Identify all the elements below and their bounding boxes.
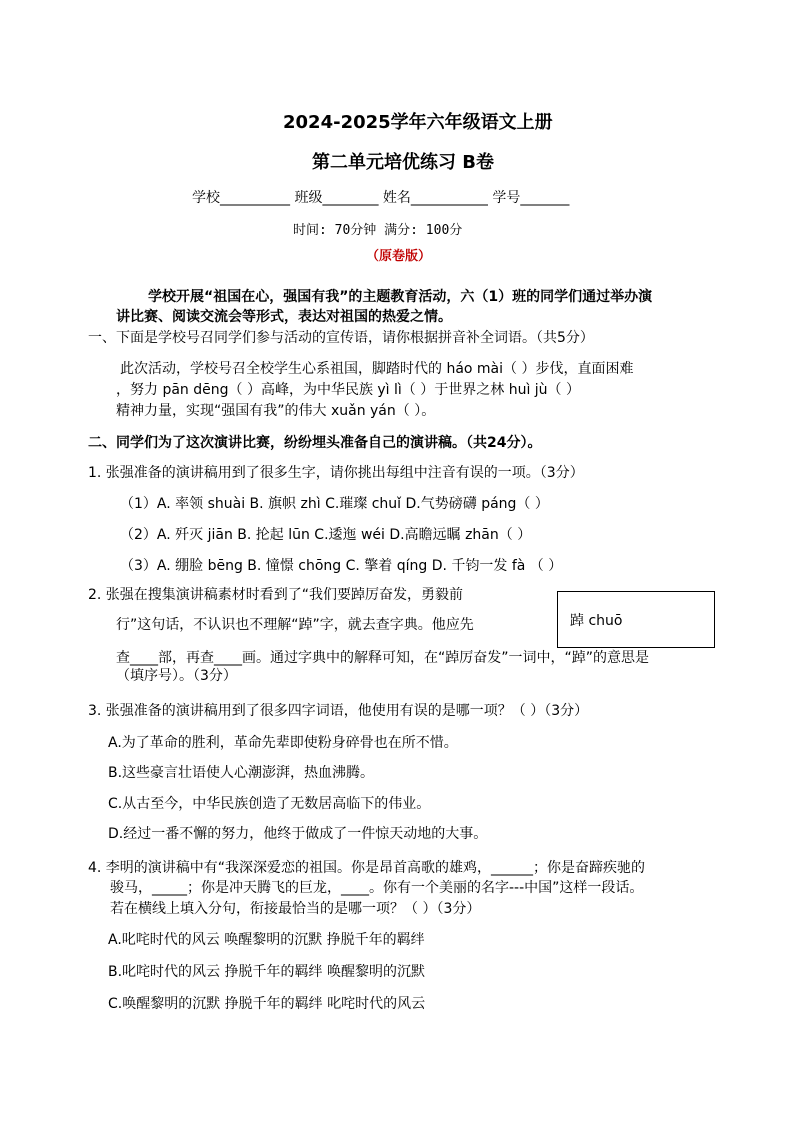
q4-line-1: 4. 李明的演讲稿中有“我深深爱恋的祖国。你是昂首高歌的雄鸡，______；你是奋蹄疾驰的 bbox=[88, 860, 646, 876]
q4-option-c: C.唤醒黎明的沉默 挣脱千年的羁绊 叱咤时代的风云 bbox=[108, 996, 426, 1012]
dictionary-entry-box bbox=[557, 591, 715, 648]
q4-option-a: A.叱咤时代的风云 唤醒黎明的沉默 挣脱千年的羁绊 bbox=[108, 932, 425, 948]
intro-line-2: 讲比赛、阅读交流会等形式，表达对祖国的热爱之情。 bbox=[116, 309, 452, 325]
document-title: 2024-2025学年六年级语文上册 bbox=[283, 112, 553, 133]
q3-option-a: A.为了革命的胜利，革命先辈即使粉身碎骨也在所不惜。 bbox=[108, 735, 458, 751]
intro-line-1: 学校开展“祖国在心，强国有我”的主题教育活动，六（1）班的同学们通过举办演 bbox=[148, 289, 653, 305]
q2-line-4: （填序号）。（3分） bbox=[116, 668, 237, 684]
section1-line-1: 此次活动，学校号召全校学生心系祖国，脚踏时代的 háo mài（ ）步伐，直面困难 bbox=[120, 361, 634, 377]
section1-heading: 一、下面是学校号召同学们参与活动的宣传语，请你根据拼音补全词语。（共5分） bbox=[88, 330, 594, 346]
q3-option-b: B.这些豪言壮语使人心潮澎湃，热血沸腾。 bbox=[108, 765, 375, 781]
section1-line-2: ，努力 pān dēng（ ）高峰，为中华民族 yì lì（ ）于世界之林 huì jù（ ） bbox=[116, 382, 581, 398]
q2-line-1: 2. 张强在搜集演讲稿素材时看到了“我们要踔厉奋发，勇毅前 bbox=[88, 587, 464, 603]
q2-line-3: 查____部，再查____画。通过字典中的解释可知，在“踔厉奋发”一词中，“踔”的意思是 bbox=[116, 650, 650, 666]
student-info-line: 学校__________ 班级________ 姓名___________ 学号_______ bbox=[192, 190, 570, 206]
q4-line-3: 若在横线上填入分句，衔接最恰当的是哪一项？（ ）（3分） bbox=[110, 901, 481, 917]
section1-line-3: 精神力量，实现“强国有我”的伟大 xuǎn yán（ ）。 bbox=[116, 403, 436, 419]
section2-heading: 二、同学们为了这次演讲比赛，纷纷埋头准备自己的演讲稿。（共24分）。 bbox=[88, 435, 542, 451]
q2-line-2: 行”这句话，不认识也不理解“踔”字，就去查字典。他应先 bbox=[116, 617, 474, 633]
document-subtitle: 第二单元培优练习 B卷 bbox=[312, 152, 494, 173]
q1-row-3: （3）A. 绷脸 bēng B. 憧憬 chōng C. 擎着 qíng D. 千钧一发 fà （ ） bbox=[120, 558, 563, 574]
q4-option-b: B.叱咤时代的风云 挣脱千年的羁绊 唤醒黎明的沉默 bbox=[108, 964, 425, 980]
version-label: （原卷版） bbox=[366, 249, 432, 264]
q1-stem: 1. 张强准备的演讲稿用到了很多生字，请你挑出每组中注音有误的一项。（3分） bbox=[88, 465, 584, 481]
dictionary-entry-text: 踔 chuō bbox=[570, 613, 623, 629]
q3-option-c: C.从古至今，中华民族创造了无数居高临下的伟业。 bbox=[108, 796, 431, 812]
q1-row-1: （1）A. 率领 shuài B. 旗帜 zhì C.璀璨 chuǐ D.气势磅礴 páng（ ） bbox=[120, 496, 549, 512]
q4-line-2: 骏马，_____；你是冲天腾飞的巨龙，____。你有一个美丽的名字---中国”这样一段话。 bbox=[110, 880, 644, 896]
q1-row-2: （2）A. 歼灭 jiān B. 抡起 lūn C.逶迤 wéi D.高瞻远瞩 zhān（ ） bbox=[120, 527, 532, 543]
q3-stem: 3. 张强准备的演讲稿用到了很多四字词语，他使用有误的是哪一项？（ ）（3分） bbox=[88, 703, 589, 719]
exam-time-score: 时间: 70分钟 满分: 100分 bbox=[293, 223, 463, 238]
q3-option-d: D.经过一番不懈的努力，他终于做成了一件惊天动地的大事。 bbox=[108, 826, 488, 842]
